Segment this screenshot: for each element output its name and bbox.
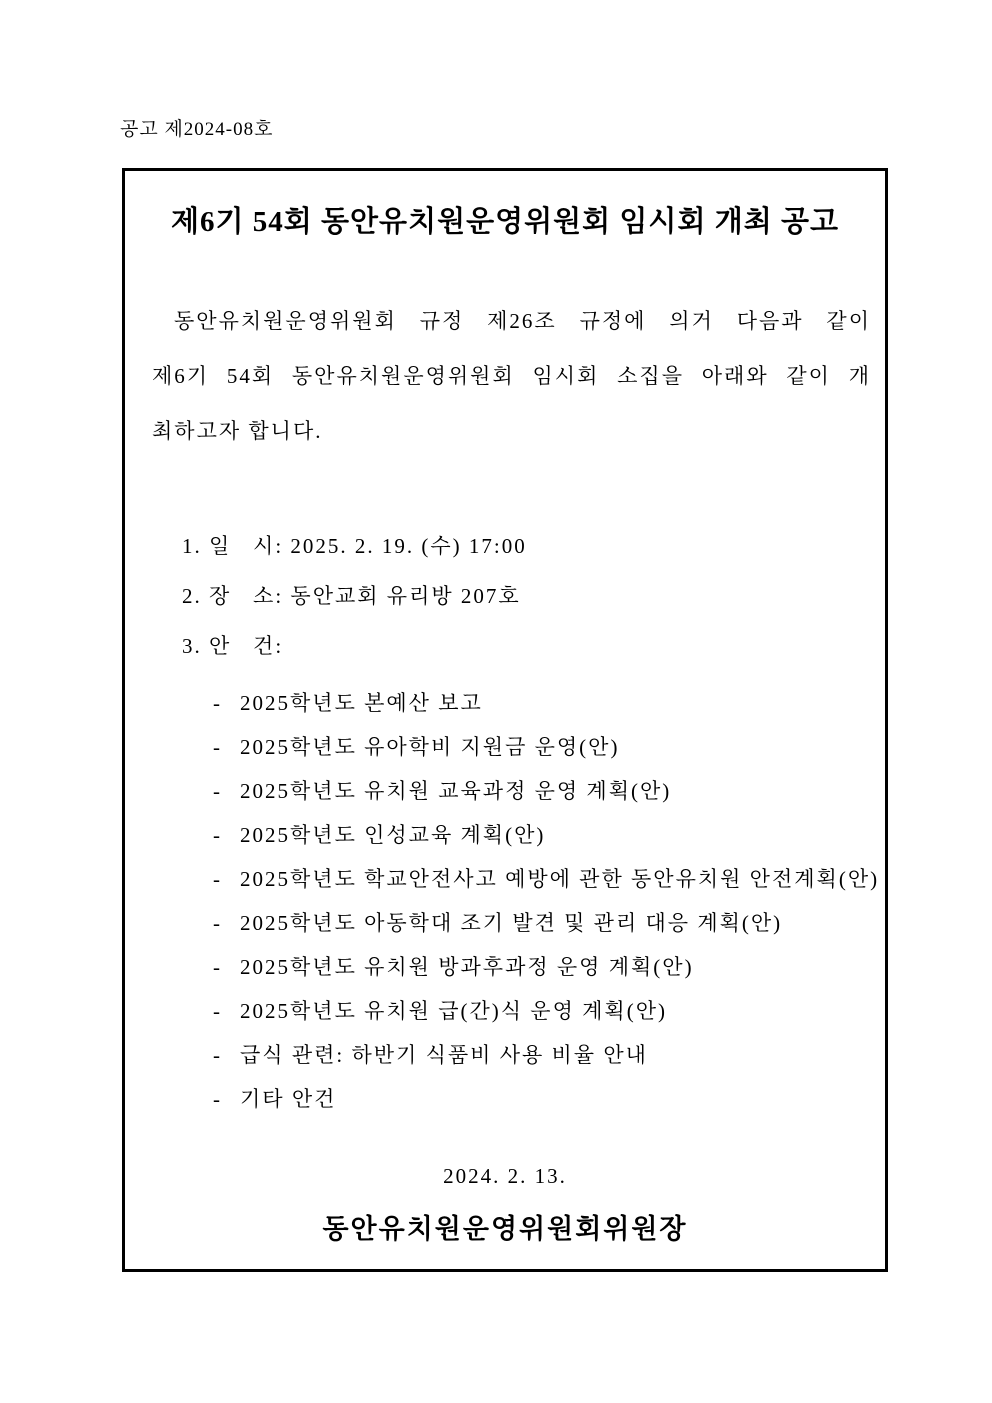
agenda-item-text: 2025학년도 유치원 급(간)식 운영 계획(안) [240,999,667,1023]
agenda-item [213,1033,879,1077]
agenda-item-text: 기타 안건 [240,1087,337,1111]
agenda-item-text: 2025학년도 유치원 방과후과정 운영 계획(안) [240,955,694,979]
agenda-item [213,725,879,769]
doc-number: 공고 제2024-08호 [120,119,274,140]
agenda-item [213,945,879,989]
agenda-item [213,989,879,1033]
dash-bullet: - [213,955,222,979]
intro-paragraph [152,294,871,459]
notice-border-box [122,168,888,1272]
info-item-datetime: 1. 일 시: 2025. 2. 19. (수) 17:00 [182,534,527,558]
info-item-agenda-label: 3. 안 건: [182,634,284,658]
dash-bullet: - [213,691,222,715]
agenda-item-text: 2025학년도 아동학대 조기 발견 및 관리 대응 계획(안) [240,911,783,935]
agenda-item-text: 급식 관련: 하반기 식품비 사용 비율 안내 [240,1043,648,1067]
notice-title: 제6기 54회 동안유치원운영위원회 임시회 개최 공고 [170,206,840,238]
dash-bullet: - [213,911,222,935]
info-item-place: 2. 장 소: 동안교회 유리방 207호 [182,584,521,608]
notice-date: 2024. 2. 13. [443,1164,567,1188]
intro-line-2: 제6기 54회 동안유치원운영위원회 임시회 소집을 아래와 같이 개 [152,364,871,388]
agenda-item [213,901,879,945]
agenda-item-text: 2025학년도 유치원 교육과정 운영 계획(안) [240,779,672,803]
dash-bullet: - [213,1043,222,1067]
dash-bullet: - [213,999,222,1023]
dash-bullet: - [213,735,222,759]
agenda-item-text: 2025학년도 학교안전사고 예방에 관한 동안유치원 안전계획(안) [240,867,880,891]
dash-bullet: - [213,1087,222,1111]
notice-issuer: 동안유치원운영위원회위원장 [322,1214,688,1244]
agenda-item-text: 2025학년도 유아학비 지원금 운영(안) [240,735,620,759]
agenda-item [213,857,879,901]
agenda-item [213,681,879,725]
agenda-item-text: 2025학년도 인성교육 계획(안) [240,823,546,847]
agenda-item-text: 2025학년도 본예산 보고 [240,691,483,715]
dash-bullet: - [213,779,222,803]
dash-bullet: - [213,823,222,847]
agenda-item [213,769,879,813]
info-list [182,521,527,671]
agenda-item [213,813,879,857]
dash-bullet: - [213,867,222,891]
intro-line-1: 동안유치원운영위원회 규정 제26조 규정에 의거 다음과 같이 [174,309,871,333]
agenda-list [213,681,879,1121]
intro-line-3: 최하고자 합니다. [152,419,323,443]
agenda-item [213,1077,879,1121]
